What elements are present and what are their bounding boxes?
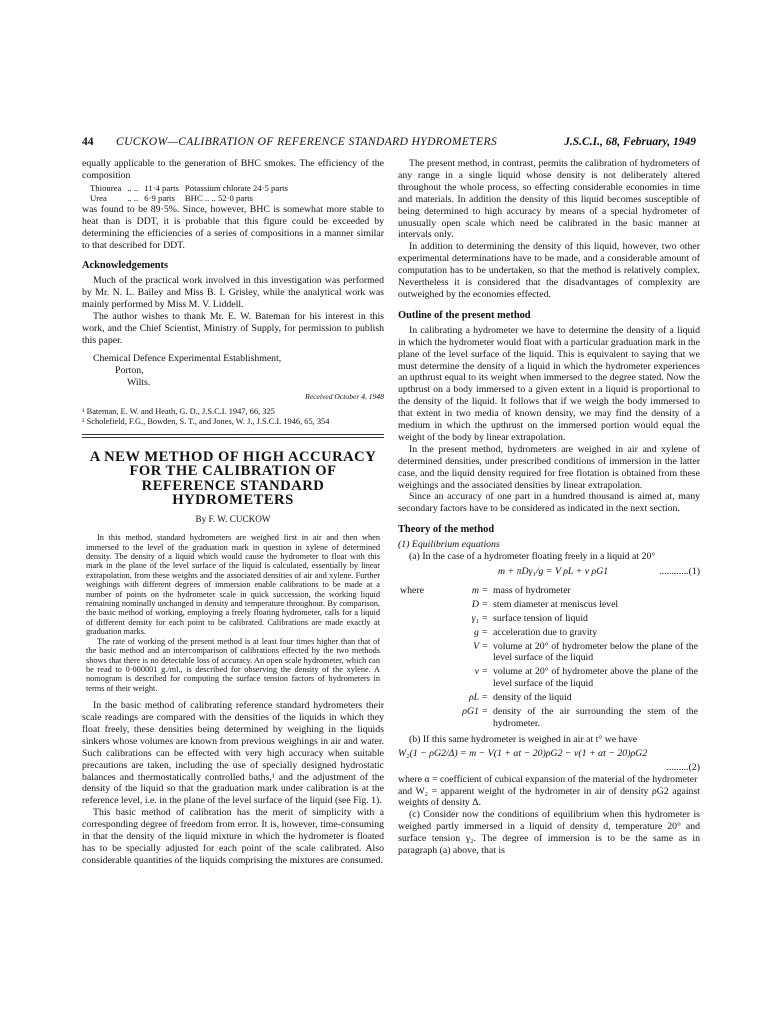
byline: By F. W. CUCKOW — [195, 514, 271, 525]
table-cell: Urea — [90, 192, 107, 203]
definition: surface tension of liquid — [493, 612, 588, 624]
table-cell: .. .. — [127, 182, 139, 193]
paragraph: and W₂ = apparent weight of the hydrometer in air of density ρG2 against weights of density Δ. — [398, 785, 700, 809]
table-cell: 6·9 parts — [144, 192, 175, 203]
definition: volume at 20° of hydrometer below the plane of the level surface of the liquid — [493, 640, 698, 664]
paragraph: In the present method, hydrometers are weighed in air and xylene of determined densities, under prescribed conditions of immersion in the latter case, and the liquid density required for free flotation is obtained from these weighings and the associated densities by linear extrapolation. — [398, 443, 700, 491]
body-text — [82, 700, 384, 867]
symbol: ρL = — [468, 692, 488, 704]
address-line: Wilts. — [127, 376, 151, 388]
equation-text: m + πDγ₁/g = V ρL + v ρG1 — [498, 566, 609, 577]
reference: ¹ Bateman, E. W. and Heath, G. D., J.S.C.I. 1947, 66, 325 — [82, 406, 275, 416]
paragraph: The present method, in contrast, permits the calibration of hydrometers of any range in a single liquid whose density is not deliberately altered throughout the whole process, so effecting considerable economies in time and materials. In addition the density of this liquid becomes susceptible of being determined to high accuracy by means of a special hydrometer of unusually open scale which need be calibrated in the basic manner at intervals only. — [398, 158, 700, 241]
paragraph: where α = coefficient of cubical expansion of the material of the hydrometer — [398, 773, 698, 785]
symbol: D = — [471, 598, 488, 610]
equation-number: ............(1) — [659, 566, 700, 577]
paragraph: The author wishes to thank Mr. E. W. Bateman for his interest in this work, and the Chief Scientist, Ministry of Supply, for permission to publish this paper. — [82, 311, 384, 346]
paragraph: (a) In the case of a hydrometer floating freely in a liquid at 20° — [409, 551, 656, 563]
paragraph: Much of the practical work involved in this investigation was performed by Mr. N. L. Bailey and Miss B. I. Grisley, while the analytical work was mainly performed by Miss M. V. Liddell. — [82, 275, 384, 311]
paragraph: In the basic method of calibrating reference standard hydrometers their scale readings are compared with the densities of the liquids in which they float freely, these densities being determined by weighing in the liquids sinkers whose volumes are known from previous weighings in air and water. Such calibrations can be effected with very high accuracy when suitable precautions are taken, including the use of specially designed hydrostatic balances and thermostatically controlled baths,¹ and the adjustment of the density of the liquid so that the graduation mark under calibration is at the reference level, i.e. in the plane of the level surface of the liquid (see Fig. 1). — [82, 700, 384, 807]
article-title: A NEW METHOD OF HIGH ACCURACY FOR THE CALIBRATION OF REFERENCE STANDARD HYDROMETERS — [89, 448, 377, 508]
received-date: Received October 4, 1948 — [305, 391, 384, 401]
symbol: V = — [473, 640, 488, 652]
definition-row — [400, 599, 698, 611]
references — [82, 407, 384, 427]
table-cell: Thiourea — [90, 182, 122, 193]
table-row — [90, 183, 294, 193]
address-line: Porton, — [115, 364, 144, 376]
definition: stem diameter at meniscus level — [493, 598, 619, 610]
definition-row — [400, 641, 698, 665]
paragraph: In calibrating a hydrometer we have to determine the density of a liquid in which the hydrometer would float with a particular graduation mark in the plane of the level surface of the liquid. This is equivalent to saying that we must determine the density of a liquid in which the hydrometer experiences an upthrust equal to its weight when immersed to the degree stated. Now the upthrust on a body immersed to a given extent in a liquid is proportional to the density of the liquid. It follows that if we weigh the body immersed to that extent in two media of known density, we may find the density of a medium in which the upthrust on the immersed portion would equal the weight of the body by linear extrapolation. — [398, 324, 700, 443]
page-number: 44 — [82, 136, 94, 148]
paragraph: Since an accuracy of one part in a hundred thousand is aimed at, many secondary factors have to be considered as indicated in the next section. — [398, 491, 700, 515]
symbol: γ₁ = — [471, 612, 488, 624]
definition-row — [400, 613, 698, 625]
definition: density of the liquid — [493, 692, 572, 704]
paragraph: equally applicable to the generation of BHC smokes. The efficiency of the composition — [82, 158, 384, 181]
table-cell: 11·4 parts — [144, 182, 179, 193]
divider — [82, 434, 384, 435]
left-column — [82, 158, 384, 867]
table-cell: .. .. — [127, 192, 139, 203]
paragraph: In addition to determining the density of this liquid, however, two other experimental determinations have to be made, and a considerable amount of computation has to be undertaken, so that the method is relatively complex. Nevertheless it is considered that the disadvantages of complexity are outweighed by the economies effected. — [398, 241, 700, 300]
equation-1 — [398, 566, 700, 578]
definition-row — [400, 666, 698, 690]
table-cell: Potassium chlorate 24·5 parts — [184, 182, 288, 193]
definition: mass of hydrometer — [493, 584, 571, 596]
section-heading: Acknowledgements — [82, 260, 169, 272]
paragraph: This basic method of calibration has the merit of simplicity with a corresponding degree of freedom from error. It is, however, time-consuming in that the density of the liquid mixture in which the hydrometer is floated has to be specially adjusted for each point of the scale calibrated. Also considerable quantities of the liquids comprising the mixtures are consumed. — [82, 807, 384, 866]
equation-number: .........(2) — [666, 761, 700, 773]
paragraph: (b) If this same hydrometer is weighed in air at t° we have — [409, 733, 638, 745]
where-label: where — [400, 584, 424, 596]
running-title: CUCKOW—CALIBRATION OF REFERENCE STANDARD HYDROMETERS — [116, 136, 498, 148]
paragraph: was found to be 89·5%. Since, however, BHC is somewhat more stable to heat than is DDT, it is probable that this figure could be exceeded by determining the efficiencies of a series of compositions in a manner similar to that described for DDT. — [82, 203, 384, 251]
section-heading: Outline of the present method — [398, 309, 531, 321]
symbol: g = — [474, 626, 488, 638]
definition-row — [400, 627, 698, 639]
subsection-heading: (1) Equilibrium equations — [398, 539, 500, 551]
abstract-paragraph: The rate of working of the present method is at least four times higher than that of the basic method and an intercomparison of calibrations effected by the two methods shows that there is no detectable loss of accuracy. An open scale hydrometer, which can be read to 0·000001 g./ml., is described for observing the density of the xylene. A nomogram is described for computing the surface tension factors of hydrometers in terms of their weight. — [86, 636, 380, 693]
symbol: ρG1 = — [462, 706, 488, 718]
definition: density of the air surrounding the stem of the hydrometer. — [493, 706, 698, 729]
divider — [82, 437, 384, 438]
definition-row — [400, 585, 698, 597]
abstract — [82, 533, 384, 693]
definition-row — [400, 706, 698, 730]
abstract-paragraph: In this method, standard hydrometers are weighed first in air and then when immersed to the level of the graduation mark in question in xylene of determined density. The density of a liquid which would cause the hydrometer to float with this mark in the plane of the level surface of the liquid is calculated, essentially by linear extrapolation, from these weights and the associated densities of air and xylene. Further weighings with different degrees of immersion enable calibrations to be made at a number of points on the hydrometer scale in quick succession, the working liquid remaining nominally unchanged in density and temperature throughout. By comparison, the basic method of working, employing a freely floating hydrometer, calls for a liquid of different density for each point to be calibrated. Calibrations are made exactly at graduation marks. — [86, 533, 380, 637]
table-row — [90, 193, 294, 203]
definition-row — [400, 692, 698, 704]
journal-reference: J.S.C.I., 68, February, 1949 — [564, 136, 696, 148]
reference: ² Scholefield, F.G., Bowden, S. T., and Jones, W. J., J.S.C.I. 1946, 65, 354 — [82, 416, 330, 426]
definition: volume at 20° of hydrometer above the plane of the level surface of the liquid — [493, 666, 698, 690]
paragraph: (c) Consider now the conditions of equilibrium when this hydrometer is weighed partly immersed in a liquid of density d, temperature 20° and surface tension γ₂. The degree of immersion is to be the same as in paragraph (a) above, that is — [398, 809, 700, 857]
symbol-definitions — [398, 583, 700, 732]
author-address — [93, 353, 384, 389]
equation-2: W₂(1 − ρG2/Δ) = m − V(1 + αt − 20)ρG2 − v(1 + αt − 20)ρG2 — [398, 747, 648, 759]
table-cell: BHC .. .. 52·0 parts — [184, 192, 253, 203]
address-line: Chemical Defence Experimental Establishment, — [93, 352, 282, 364]
right-column — [398, 158, 700, 857]
symbol: m = — [471, 584, 488, 596]
symbol: v = — [474, 666, 488, 678]
running-header — [82, 136, 696, 148]
composition-table — [90, 183, 294, 203]
definition: acceleration due to gravity — [493, 626, 598, 638]
section-heading: Theory of the method — [398, 524, 495, 536]
